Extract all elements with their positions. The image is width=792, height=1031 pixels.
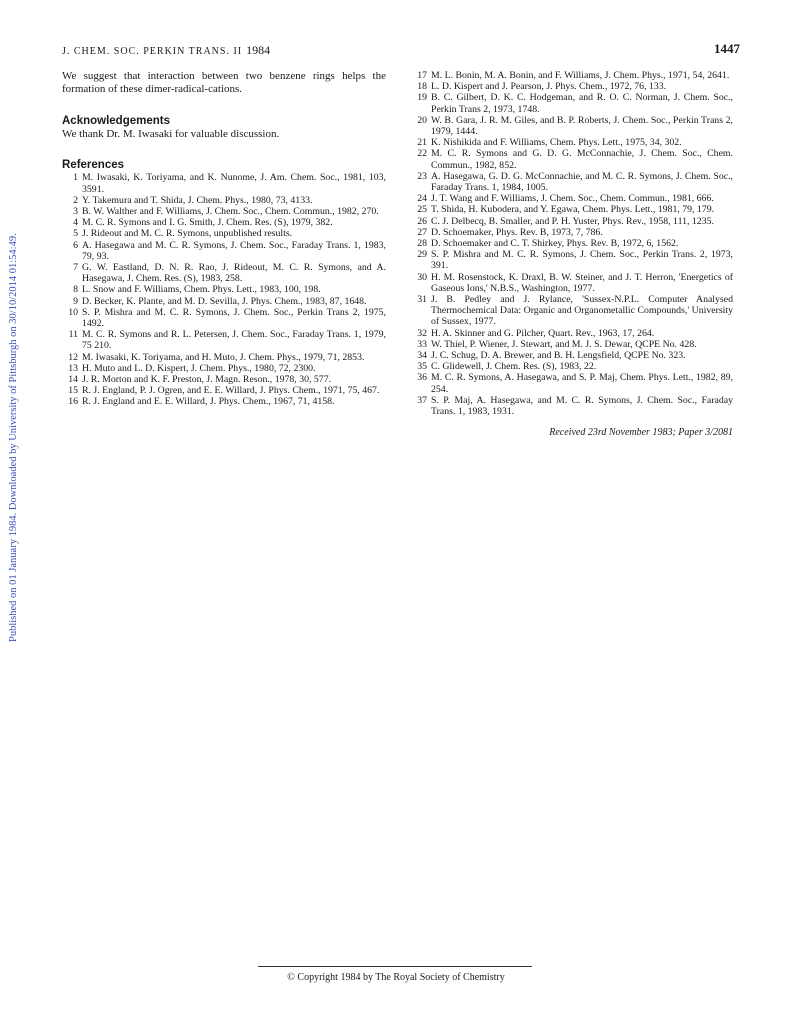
reference-item	[411, 193, 733, 204]
header-year: 1984	[246, 43, 271, 57]
reference-number: 13	[68, 362, 78, 374]
reference-text: M. C. R. Symons and I. G. Smith, J. Chem. Res. (S), 1979, 382.	[82, 217, 333, 229]
reference-text: D. Schoemaker and C. T. Shirkey, Phys. Rev. B, 1972, 6, 1562.	[431, 238, 679, 250]
reference-number: 15	[68, 385, 78, 397]
reference-number: 10	[68, 306, 78, 318]
reference-text: M. Iwasaki, K. Toriyama, and H. Muto, J. Chem. Phys., 1979, 71, 2853.	[82, 351, 365, 363]
reference-item	[62, 228, 386, 239]
reference-text: Y. Takemura and T. Shida, J. Chem. Phys., 1980, 73, 4133.	[82, 194, 313, 206]
reference-text: R. J. England, P. J. Ogren, and E. E. Willard, J. Phys. Chem., 1971, 75, 467.	[82, 385, 380, 397]
reference-number: 27	[417, 226, 427, 238]
reference-text: H. M. Rosenstock, K. Draxl, B. W. Steiner, and J. T. Herron, 'Energetics of Gaseous Ions,' N.B.S., Washington, 1977.	[431, 271, 733, 294]
reference-item	[411, 328, 733, 339]
reference-number: 22	[417, 148, 427, 160]
reference-text: J. B. Pedley and J. Rylance, 'Sussex-N.P.L. Computer Analysed Thermochemical Data: Organic and Organometallic Compounds,' University of Sussex, 1977.	[431, 294, 733, 328]
reference-number: 17	[417, 70, 427, 81]
reference-item	[411, 115, 733, 137]
reference-text: W. B. Gara, J. R. M. Giles, and B. P. Roberts, J. Chem. Soc., Perkin Trans 2, 1979, 1444.	[431, 114, 733, 138]
reference-item	[62, 240, 386, 262]
reference-item	[411, 70, 733, 81]
reference-text: K. Nishikida and F. Williams, Chem. Phys. Lett., 1975, 34, 302.	[431, 137, 682, 149]
reference-text: D. Becker, K. Plante, and M. D. Sevilla, J. Phys. Chem., 1983, 87, 1648.	[82, 295, 367, 307]
reference-list-right	[411, 70, 733, 417]
reference-number: 33	[417, 338, 427, 350]
reference-item	[62, 195, 386, 206]
reference-item	[411, 216, 733, 227]
running-header	[62, 43, 270, 58]
reference-text: S. P. Mishra and M. C. R. Symons, J. Chem. Soc., Perkin Trans 2, 1975, 1492.	[82, 306, 386, 330]
reference-item	[411, 137, 733, 148]
reference-text: C. J. Delbecq, B. Smaller, and P. H. Yuster, Phys. Rev., 1958, 111, 1235.	[431, 215, 714, 227]
reference-text: D. Schoemaker, Phys. Rev. B, 1973, 7, 786.	[431, 226, 603, 238]
reference-item	[411, 249, 733, 271]
reference-item	[62, 374, 386, 385]
left-column	[62, 70, 386, 408]
reference-item	[62, 284, 386, 295]
reference-item	[411, 148, 733, 170]
reference-text: M. L. Bonin, M. A. Bonin, and F. Williams, J. Chem. Phys., 1971, 54, 2641.	[431, 70, 730, 81]
reference-item	[411, 92, 733, 114]
reference-item	[62, 363, 386, 374]
reference-text: W. Thiel, P. Wiener, J. Stewart, and M. J. S. Dewar, QCPE No. 428.	[431, 338, 697, 350]
reference-number: 18	[417, 81, 427, 93]
reference-item	[62, 296, 386, 307]
reference-text: A. Hasegawa, G. D. G. McConnachie, and M. C. R. Symons, J. Chem. Soc., Faraday Trans. 1, 1984, 1005.	[431, 170, 733, 194]
reference-item	[62, 352, 386, 363]
reference-number: 23	[417, 170, 427, 182]
acknowledgements-text: We thank Dr. M. Iwasaki for valuable discussion.	[62, 128, 280, 141]
reference-number: 31	[417, 294, 427, 306]
reference-item	[411, 81, 733, 92]
reference-number: 4	[73, 217, 78, 229]
reference-item	[411, 395, 733, 417]
reference-text: M. C. R. Symons and G. D. G. McConnachie, J. Chem. Soc., Chem. Commun., 1982, 852.	[431, 148, 733, 171]
reference-item	[411, 350, 733, 361]
reference-item	[411, 272, 733, 294]
reference-number: 32	[417, 327, 427, 339]
reference-text: T. Shida, H. Kubodera, and Y. Egawa, Chem. Phys. Lett., 1981, 79, 179.	[431, 204, 715, 216]
acknowledgements-heading: Acknowledgements	[62, 115, 170, 127]
reference-text: R. J. England and E. E. Willard, J. Phys. Chem., 1967, 71, 4158.	[82, 396, 335, 408]
reference-number: 28	[417, 238, 427, 250]
reference-text: M. C. R. Symons, A. Hasegawa, and S. P. Maj, Chem. Phys. Lett., 1982, 89, 254.	[431, 372, 733, 395]
reference-text: M. Iwasaki, K. Toriyama, and K. Nunome, J. Am. Chem. Soc., 1981, 103, 3591.	[82, 172, 386, 195]
reference-item	[411, 204, 733, 215]
reference-text: J. R. Morton and K. F. Preston, J. Magn. Reson., 1978, 30, 577.	[82, 374, 332, 386]
reference-number: 26	[417, 215, 427, 227]
reference-number: 30	[417, 271, 427, 283]
reference-text: G. W. Eastland, D. N. R. Rao, J. Rideout, M. C. R. Symons, and A. Hasegawa, J. Chem. Res. (S), 1983, 258.	[82, 262, 386, 285]
reference-number: 7	[73, 262, 78, 274]
copyright-notice: © Copyright 1984 by The Royal Society of Chemistry	[287, 972, 505, 983]
reference-number: 19	[417, 92, 427, 104]
reference-item	[62, 172, 386, 194]
reference-item	[62, 206, 386, 217]
references-heading: References	[62, 159, 125, 172]
reference-list-left	[62, 172, 386, 407]
reference-number: 8	[73, 284, 78, 296]
reference-number: 6	[73, 239, 78, 251]
received-line: Received 23rd November 1983; Paper 3/2081	[549, 427, 733, 439]
reference-number: 21	[417, 137, 427, 149]
reference-text: S. P. Mishra and M. C. R. Symons, J. Chem. Soc., Perkin Trans. 2, 1973, 391.	[431, 249, 733, 272]
reference-item	[411, 339, 733, 350]
journal-name: J. CHEM. SOC. PERKIN TRANS. II	[62, 46, 243, 57]
page-number: 1447	[714, 41, 740, 56]
reference-item	[62, 396, 386, 407]
reference-text: A. Hasegawa and M. C. R. Symons, J. Chem. Soc., Faraday Trans. 1, 1983, 79, 93.	[82, 239, 386, 262]
reference-item	[411, 238, 733, 249]
reference-text: H. Muto and L. D. Kispert, J. Chem. Phys., 1980, 72, 2300.	[82, 362, 316, 374]
reference-number: 29	[417, 249, 427, 261]
reference-number: 12	[68, 351, 78, 363]
reference-text: L. Snow and F. Williams, Chem. Phys. Lett., 1983, 100, 198.	[82, 284, 321, 296]
reference-text: B. W. Walther and F. Williams, J. Chem. Soc., Chem. Commun., 1982, 270.	[82, 206, 379, 218]
reference-number: 25	[417, 204, 427, 216]
reference-text: M. C. R. Symons and R. L. Petersen, J. Chem. Soc., Faraday Trans. 1, 1979, 75 210.	[82, 329, 386, 352]
intro-paragraph: We suggest that interaction between two benzene rings helps the formation of these dimer-radical-cations.	[62, 70, 386, 95]
reference-number: 1	[73, 172, 78, 184]
reference-number: 16	[68, 396, 78, 408]
reference-item	[411, 227, 733, 238]
right-column	[411, 70, 733, 439]
download-watermark[interactable]: Published on 01 January 1984. Downloaded by University of Pittsburgh on 30/10/2014 01:54:49.	[8, 233, 19, 642]
reference-text: L. D. Kispert and J. Pearson, J. Phys. Chem., 1972, 76, 133.	[431, 81, 667, 93]
reference-number: 35	[417, 361, 427, 373]
reference-text: J. T. Wang and F. Williams, J. Chem. Soc., Chem. Commun., 1981, 666.	[431, 193, 714, 205]
reference-item	[62, 385, 386, 396]
reference-number: 5	[73, 228, 78, 240]
reference-number: 36	[417, 372, 427, 384]
reference-text: C. Glidewell, J. Chem. Res. (S), 1983, 22.	[431, 361, 597, 373]
reference-item	[411, 294, 733, 328]
reference-number: 3	[73, 206, 78, 218]
reference-number: 11	[68, 329, 78, 341]
reference-item	[411, 361, 733, 372]
reference-text: B. C. Gilbert, D. K. C. Hodgeman, and R. O. C. Norman, J. Chem. Soc., Perkin Trans 2, 1973, 1748.	[431, 92, 733, 115]
reference-text: S. P. Maj, A. Hasegawa, and M. C. R. Symons, J. Chem. Soc., Faraday Trans. 1, 1983, 1931.	[431, 394, 733, 418]
reference-number: 20	[417, 114, 427, 126]
reference-number: 2	[73, 194, 78, 206]
reference-item	[62, 262, 386, 284]
footer-rule	[258, 966, 532, 967]
reference-text: J. Rideout and M. C. R. Symons, unpublished results.	[82, 228, 293, 240]
reference-item	[62, 307, 386, 329]
reference-item	[411, 372, 733, 394]
reference-number: 14	[68, 374, 78, 386]
reference-number: 37	[417, 394, 427, 406]
reference-text: J. C. Schug, D. A. Brewer, and B. H. Lengsfield, QCPE No. 323.	[431, 350, 686, 362]
reference-number: 9	[73, 295, 78, 307]
reference-item	[62, 329, 386, 351]
reference-number: 34	[417, 350, 427, 362]
reference-number: 24	[417, 193, 427, 205]
reference-item	[411, 171, 733, 193]
reference-text: H. A. Skinner and G. Pilcher, Quart. Rev., 1963, 17, 264.	[431, 327, 655, 339]
reference-item	[62, 217, 386, 228]
